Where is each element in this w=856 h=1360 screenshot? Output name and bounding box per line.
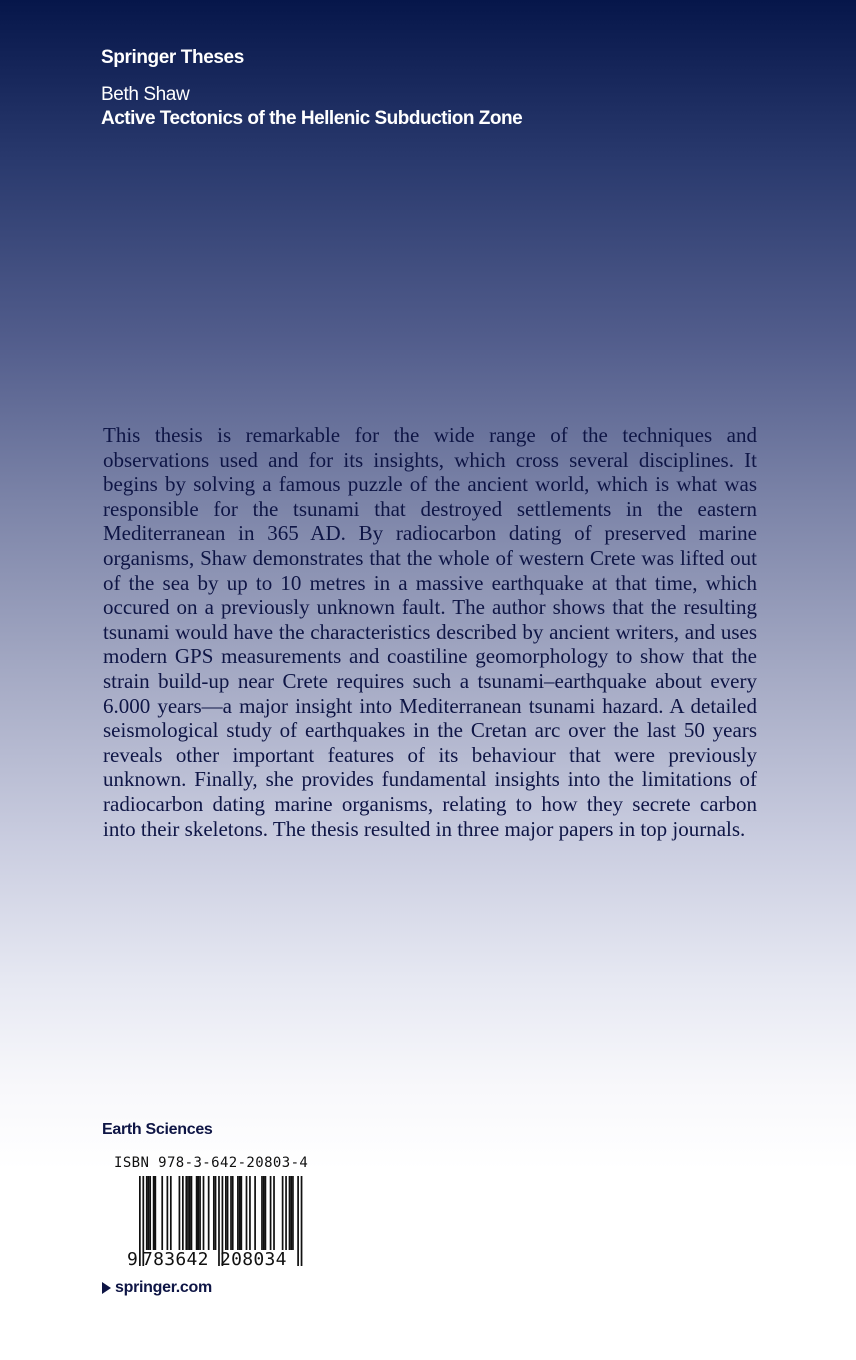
barcode-bar (179, 1176, 181, 1250)
barcode-bar (297, 1176, 299, 1266)
barcode-bar (290, 1176, 292, 1250)
barcode-bar (263, 1176, 265, 1250)
barcode-bar (292, 1176, 294, 1250)
barcode-bar (227, 1176, 229, 1250)
barcode-bar (149, 1176, 151, 1250)
barcode-bar (240, 1176, 242, 1250)
barcode-bar (239, 1176, 241, 1250)
barcode-bar (139, 1176, 141, 1266)
barcode-bar (289, 1176, 291, 1250)
author-name: Beth Shaw (101, 84, 190, 105)
barcode-bar (254, 1176, 256, 1250)
book-title: Active Tectonics of the Hellenic Subduction Zone (101, 108, 523, 129)
barcode-bar (225, 1176, 227, 1250)
barcode-bar (153, 1176, 155, 1250)
barcode-bar (246, 1176, 248, 1250)
barcode-bar (146, 1176, 148, 1250)
barcode-bar (208, 1176, 210, 1250)
subject-category: Earth Sciences (102, 1121, 213, 1138)
barcode-bar (273, 1176, 275, 1250)
barcode-bar (154, 1176, 156, 1250)
barcode-bar (182, 1176, 184, 1250)
book-description: This thesis is remarkable for the wide range of the techniques and observations used and for its insights, which cross several disciplines. It begins by solving a famous puzzle of the ancient world, which is what was responsible for the tsunami that destroyed settlements in the eastern Mediterranean in 365 AD. By radiocarbon dating of preserved marine organisms, Shaw demonstrates that the whole of western Crete was lifted out of the sea by up to 10 metres in a massive earthquake at that time, which occured on a previously unknown fault. The author shows that the resulting tsunami would have the characteristics described by ancient writers, and uses modern GPS measurements and coastiline geomorphology to show that the strain build-up near Crete requires such a tsunami–earthquake about every 6.000 years—a major insight into Mediterranean tsunami hazard. A detailed seismological study of earthquakes in the Cretan arc over the last 50 years reveals other important features of its behaviour that were previously unknown. Finally, she provides fundamental insights into the limitations of radiocarbon dating marine organisms, relating to how they secrete carbon into their skeletons. The thesis resulted in three major papers in top journals. (103, 423, 757, 841)
barcode-bar (215, 1176, 217, 1250)
website-text: springer.com (115, 1279, 212, 1296)
barcode-bar (167, 1176, 169, 1250)
isbn-label: ISBN 978-3-642-20803-4 (114, 1155, 309, 1171)
barcode-bar (148, 1176, 150, 1250)
barcode-bar (189, 1176, 191, 1250)
barcode-bar (185, 1176, 187, 1250)
barcode-bar (197, 1176, 199, 1250)
arrow-right-icon (102, 1282, 111, 1294)
barcode-bar (237, 1176, 239, 1250)
barcode-bar (196, 1176, 198, 1250)
barcode-lead-digit: 9 (127, 1249, 138, 1270)
barcode-bar (161, 1176, 163, 1250)
barcode-bar (203, 1176, 205, 1250)
barcode-bar (213, 1176, 215, 1250)
barcode-bar (230, 1176, 232, 1250)
barcode-bar (261, 1176, 263, 1250)
barcode-bar (170, 1176, 172, 1250)
barcode-bar (249, 1176, 251, 1250)
barcode-bar (191, 1176, 193, 1250)
website-link[interactable] (102, 1279, 212, 1297)
barcode (112, 1176, 312, 1271)
barcode-bar (265, 1176, 267, 1250)
barcode-bar (232, 1176, 234, 1250)
barcode-bar (285, 1176, 287, 1250)
barcode-digits: 783642 208034 (142, 1249, 287, 1270)
series-name: Springer Theses (101, 47, 244, 68)
barcode-bar (199, 1176, 201, 1250)
barcode-bar (187, 1176, 189, 1250)
barcode-bar (270, 1176, 272, 1250)
barcode-bar (282, 1176, 284, 1250)
barcode-bar (301, 1176, 303, 1266)
